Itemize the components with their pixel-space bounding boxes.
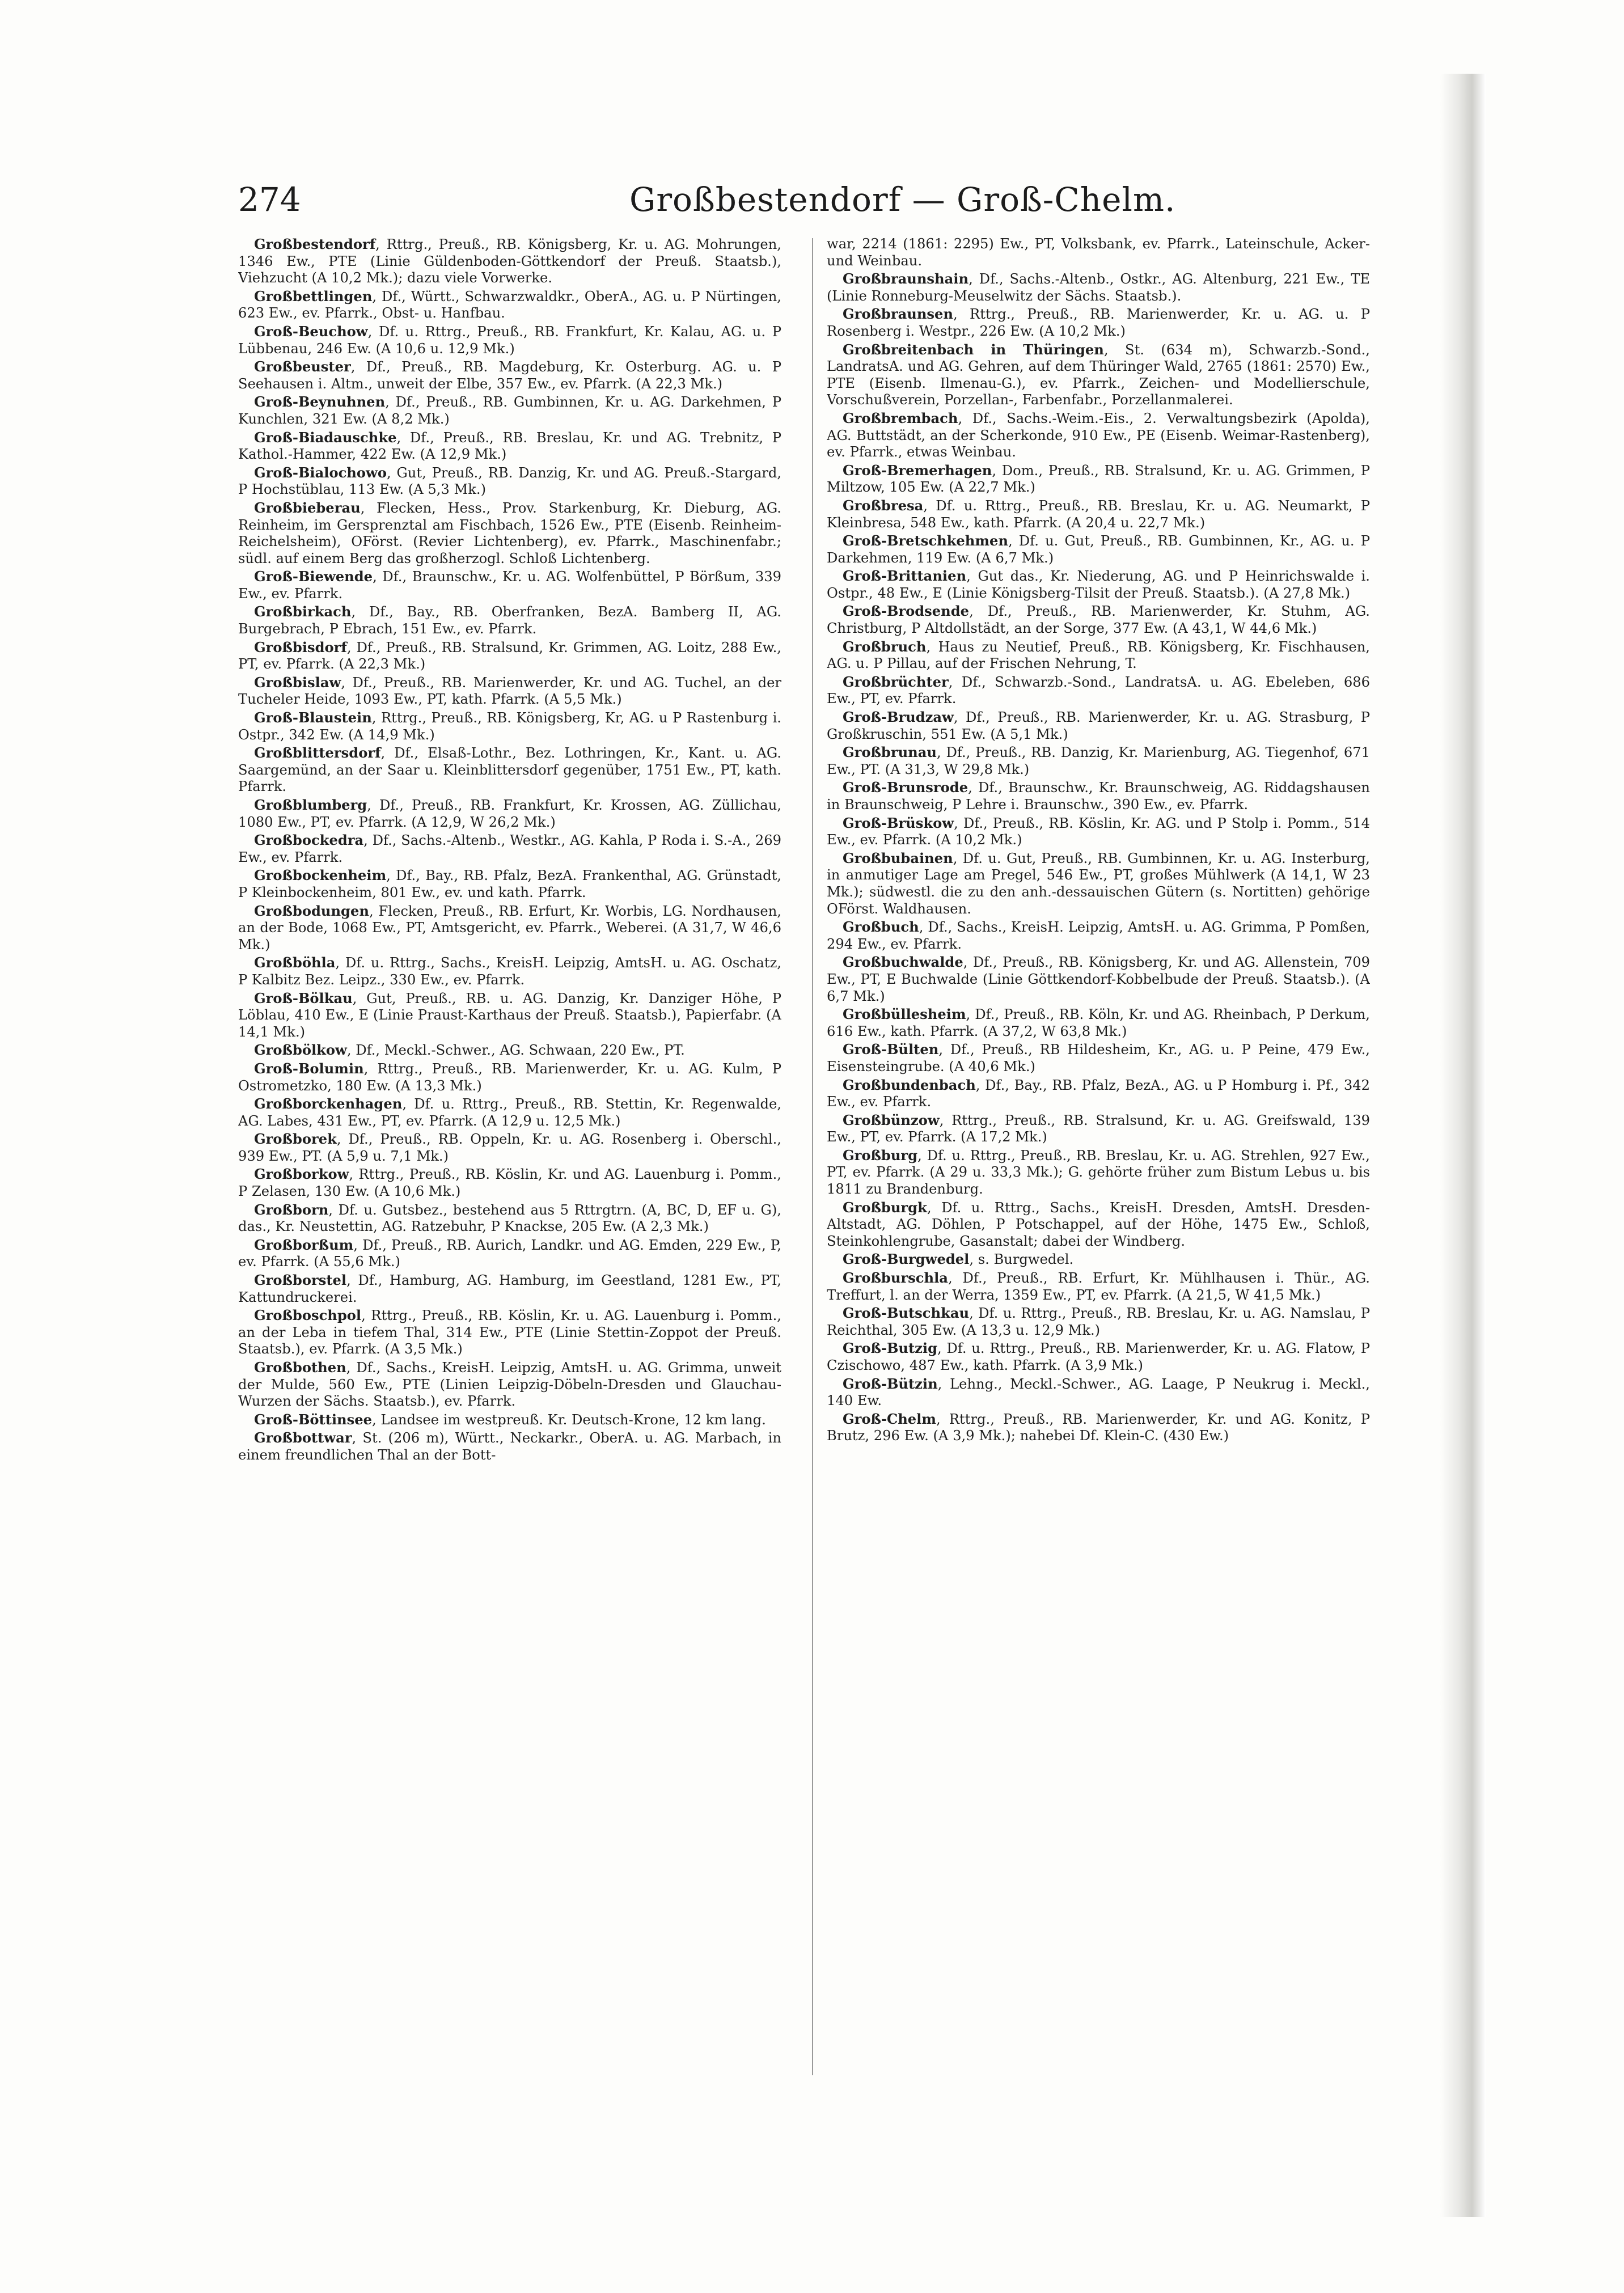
- entry-text: , Df., Sachs.-Altenb., Ostkr., AG. Altenburg, 221 Ew., TE (Linie Ronneburg-Meuselwitz der Sächs. Staatsb.).: [827, 271, 1370, 304]
- gazetteer-entry: [827, 1041, 1370, 1075]
- gazetteer-entry: [238, 323, 781, 357]
- gazetteer-entry: [238, 1411, 781, 1429]
- entry-text: , Df., Preuß., RB. Gumbinnen, Kr. u. AG. Darkehmen, P Kunchlen, 321 Ew. (A 8,2 Mk.): [238, 394, 781, 427]
- entry-headword: Großbieberau: [254, 499, 361, 516]
- entry-headword: Großborn: [254, 1201, 329, 1218]
- gazetteer-entry: [827, 919, 1370, 953]
- gazetteer-entry: [827, 568, 1370, 602]
- entry-headword: Großbruch: [843, 638, 927, 655]
- entry-headword: Groß-Butschkau: [843, 1305, 970, 1322]
- gazetteer-entry: [827, 270, 1370, 304]
- entry-headword: Großborkow: [254, 1166, 349, 1183]
- entry-headword: Großbestendorf: [254, 236, 376, 252]
- entry-headword: Groß-Brunsrode: [843, 779, 969, 796]
- entry-text: , Df. u. Rttrg., Preuß., RB. Breslau, Kr. u. AG. Namslau, P Reichthal, 305 Ew. (A 13,3 u. 12,9 Mk.): [827, 1305, 1370, 1338]
- entry-text: , Gut, Preuß., RB. Danzig, Kr. und AG. Preuß.-Stargard, P Hochstüblau, 113 Ew. (A 5,3 Mk.): [238, 464, 781, 498]
- gazetteer-entry: [827, 410, 1370, 461]
- entry-headword: Großblittersdorf: [254, 744, 381, 761]
- entry-text: , Gut, Preuß., RB. u. AG. Danzig, Kr. Danziger Höhe, P Löblau, 410 Ew., E (Linie Praust-Karthaus der Preuß. Staatsb.), Papierfabr. (A 14,1 Mk.): [238, 990, 781, 1040]
- entry-headword: Groß-Bölkau: [254, 989, 353, 1006]
- entry-headword: Groß-Bülten: [843, 1041, 939, 1058]
- entry-text: , Df. u. Rttrg., Sachs., KreisH. Dresden, AmtsH. Dresden-Altstadt, AG. Döhlen, P Potschappel, auf der Höhe, 1475 Ew., Schloß, Steinkohlengrube, Gasanstalt; dabei der Windberg.: [827, 1199, 1370, 1249]
- gazetteer-entry: [238, 288, 781, 322]
- gazetteer-entry: [827, 1251, 1370, 1268]
- entry-text: , Rttrg., Preuß., RB. Köslin, Kr. u. AG. Lauenburg i. Pomm., an der Leba in tiefem Thal, 314 Ew., PTE (Linie Stettin-Zoppot der Preuß. Staatsb.), ev. Pfarrk. (A 3,5 Mk.): [238, 1308, 781, 1357]
- gazetteer-entry: [827, 1199, 1370, 1250]
- gazetteer-entry: [827, 674, 1370, 708]
- entry-text: , Flecken, Hess., Prov. Starkenburg, Kr. Dieburg, AG. Reinheim, im Gersprenztal am Fischbach, 1526 Ew., PTE (Eisenb. Reinheim-Reichelsheim), OFörst. (Revier Lichtenberg), ev. Pfarrk., Maschinenfabr.; südl. auf einem Berg das großherzogl. Schloß Lichtenberg.: [238, 500, 781, 566]
- entry-headword: Großborßum: [254, 1236, 354, 1253]
- gazetteer-entry: [238, 394, 781, 428]
- gazetteer-entry: [827, 1270, 1370, 1304]
- gazetteer-entry: [238, 1202, 781, 1236]
- entry-text: , Df., Sachs.-Altenb., Westkr., AG. Kahla, P Roda i. S.-A., 269 Ew., ev. Pfarrk.: [238, 832, 781, 865]
- gazetteer-entry: [827, 1112, 1370, 1146]
- entry-text: , Df., Bay., RB. Pfalz, BezA. Frankenthal, AG. Grünstadt, P Kleinbockenheim, 801 Ew., ev. und kath. Pfarrk.: [238, 868, 781, 900]
- gazetteer-entry: [238, 797, 781, 831]
- entry-headword: Groß-Bützin: [843, 1375, 938, 1392]
- entry-headword: Großbresa: [843, 497, 924, 514]
- gazetteer-entry: [827, 462, 1370, 496]
- entry-text: , Df., Preuß., RB. Stralsund, Kr. Grimmen, AG. Loitz, 288 Ew., PT, ev. Pfarrk. (A 22,3 Mk.): [238, 639, 781, 672]
- entry-headword: Großbodungen: [254, 902, 369, 919]
- entry-text: , Df., Preuß., RB. Frankfurt, Kr. Krossen, AG. Züllichau, 1080 Ew., PT, ev. Pfarrk. (A 12,9, W 26,2 Mk.): [238, 797, 781, 830]
- entry-text: , Df., Hamburg, AG. Hamburg, im Geestland, 1281 Ew., PT, Kattundruckerei.: [238, 1272, 781, 1305]
- entry-headword: Groß-Biewende: [254, 568, 373, 585]
- gazetteer-entry: [238, 832, 781, 866]
- gazetteer-entry: [827, 954, 1370, 1005]
- gazetteer-entry: [238, 1042, 781, 1059]
- gazetteer-entry: [238, 464, 781, 498]
- entry-text: , Df., Preuß., RB. Oppeln, Kr. u. AG. Rosenberg i. Oberschl., 939 Ew., PT. (A 5,9 u. 7,1 Mk.): [238, 1131, 781, 1164]
- entry-text: , Rttrg., Preuß., RB. Königsberg, Kr, AG. u P Rastenburg i. Ostpr., 342 Ew. (A 14,9 Mk.): [238, 710, 781, 743]
- entry-headword: Großbundenbach: [843, 1076, 976, 1093]
- entry-text: , Df., Braunschw., Kr. Braunschweig, AG. Riddagshausen in Braunschweig, P Lehre i. Braunschw., 390 Ew., ev. Pfarrk.: [827, 780, 1370, 813]
- running-title: Großbestendorf — Groß-Chelm.: [629, 180, 1176, 219]
- page-edge-shadow: [1440, 74, 1486, 2217]
- page-header: [238, 180, 1384, 231]
- entry-headword: Großburschla: [843, 1270, 948, 1287]
- entry-text: , Df., Preuß., RB. Danzig, Kr. Marienburg, AG. Tiegenhof, 671 Ew., PT. (A 31,3, W 29,8 Mk.): [827, 744, 1370, 777]
- entry-headword: Groß-Brudzaw: [843, 709, 954, 726]
- entry-text: , Rttrg., Preuß., RB. Marienwerder, Kr. u. AG. u. P Rosenberg i. Westpr., 226 Ew. (A 10,2 Mk.): [827, 306, 1370, 339]
- entry-headword: Großbölkow: [254, 1042, 347, 1059]
- entry-headword: Groß-Beynuhnen: [254, 394, 386, 411]
- gazetteer-entry: [827, 603, 1370, 637]
- entry-headword: Großborstel: [254, 1272, 347, 1289]
- gazetteer-entry: [238, 236, 781, 287]
- entry-headword: Groß-Brodsende: [843, 603, 970, 620]
- entry-headword: Großbraunsen: [843, 306, 953, 323]
- entry-headword: Großbirkach: [254, 603, 352, 620]
- gazetteer-entry: [238, 429, 781, 463]
- entry-headword: Großbreitenbach in Thüringen: [843, 341, 1104, 358]
- entry-headword: Groß-Blaustein: [254, 709, 372, 726]
- entry-headword: Großbünzow: [843, 1111, 940, 1128]
- entry-headword: Großbettlingen: [254, 287, 373, 304]
- left-column: [238, 236, 781, 2079]
- entry-headword: Großbottwar: [254, 1429, 352, 1446]
- entry-text: , Df., Meckl.-Schwer., AG. Schwaan, 220 Ew., PT.: [346, 1042, 685, 1059]
- gazetteer-entry: [238, 1166, 781, 1200]
- gazetteer-entry: [827, 1376, 1370, 1410]
- entry-headword: Großbuchwalde: [843, 954, 963, 971]
- entry-text: , Lehng., Meckl.-Schwer., AG. Laage, P Neukrug i. Meckl., 140 Ew.: [827, 1376, 1370, 1409]
- entry-headword: Groß-Beuchow: [254, 323, 368, 340]
- entry-text: , Flecken, Preuß., RB. Erfurt, Kr. Worbis, LG. Nordhausen, an der Bode, 1068 Ew., PT, Amtsgericht, ev. Pfarrk., Weberei. (A 31,7, W 46,6 Mk.): [238, 903, 781, 953]
- gazetteer-entry: [827, 779, 1370, 813]
- gazetteer-entry: [827, 850, 1370, 917]
- gazetteer-entry: [827, 1305, 1370, 1339]
- entry-headword: Großbüllesheim: [843, 1006, 966, 1023]
- gazetteer-entry: [827, 1411, 1370, 1445]
- entry-text: , Df., Braunschw., Kr. u. AG. Wolfenbüttel, P Börßum, 339 Ew., ev. Pfarrk.: [238, 569, 781, 602]
- gazetteer-entry: [827, 236, 1370, 269]
- entry-text: , Df. u. Gut, Preuß., RB. Gumbinnen, Kr., AG. u. P Darkehmen, 119 Ew. (A 6,7 Mk.): [827, 533, 1370, 566]
- entry-headword: Großböhla: [254, 954, 336, 971]
- entry-text: , Df. u. Gut, Preuß., RB. Gumbinnen, Kr. u. AG. Insterburg, in anmutiger Lage am Pregel, 546 Ew., PT, großes Mühlwerk (A 14,1, W 23 Mk.); südwestl. die zu den anh.-dessauischen Gütern (s. Nortitten) gehörige OFörst. Waldhausen.: [827, 850, 1370, 917]
- entry-text: , Dom., Preuß., RB. Stralsund, Kr. u. AG. Grimmen, P Miltzow, 105 Ew. (A 22,7 Mk.): [827, 462, 1370, 496]
- entry-headword: Großbrembach: [843, 409, 958, 426]
- gazetteer-entry: [238, 1060, 781, 1094]
- gazetteer-entry: [827, 1340, 1370, 1374]
- entry-headword: Groß-Biadauschke: [254, 429, 397, 446]
- entry-text: , Rttrg., Preuß., RB. Köslin, Kr. und AG. Lauenburg i. Pomm., P Zelasen, 130 Ew. (A 10,6 Mk.): [238, 1166, 781, 1200]
- entry-text: , Rttrg., Preuß., RB. Marienwerder, Kr. u. AG. Kulm, P Ostrometzko, 180 Ew. (A 13,3 Mk.): [238, 1060, 781, 1094]
- gazetteer-entry: [238, 1272, 781, 1306]
- gazetteer-entry: [238, 1237, 781, 1271]
- entry-text: , Df., Preuß., RB. Köln, Kr. und AG. Rheinbach, P Derkum, 616 Ew., kath. Pfarrk. (A 37,2, W 63,8 Mk.): [827, 1006, 1370, 1039]
- entry-headword: Großburgk: [843, 1199, 927, 1216]
- gazetteer-entry: [827, 532, 1370, 566]
- gazetteer-entry: [827, 1006, 1370, 1040]
- entry-text: , Rttrg., Preuß., RB. Königsberg, Kr. u. AG. Mohrungen, 1346 Ew., PTE (Linie Güldenboden-Göttkendorf der Preuß. Staatsb.), Viehzucht (A 10,2 Mk.); dazu viele Vorwerke.: [238, 236, 781, 286]
- entry-text: , Df., Preuß., RB. Marienwerder, Kr. Stuhm, AG. Christburg, P Altdollstädt, an der Sorge, 377 Ew. (A 43,1, W 44,6 Mk.): [827, 603, 1370, 637]
- entry-text: , Df. u. Rttrg., Preuß., RB. Marienwerder, Kr. u. AG. Flatow, P Czischowo, 487 Ew., kath. Pfarrk. (A 3,9 Mk.): [827, 1340, 1370, 1373]
- entry-headword: Großbubainen: [843, 849, 953, 866]
- entry-text: , St. (206 m), Württ., Neckarkr., OberA. u. AG. Marbach, in einem freundlichen Thal an der Bott-: [238, 1430, 781, 1463]
- entry-text: , Df., Preuß., RB. Erfurt, Kr. Mühlhausen i. Thür., AG. Treffurt, l. an der Werra, 1359 Ew., PT, ev. Pfarrk. (A 21,5, W 41,5 Mk.): [827, 1270, 1370, 1303]
- entry-text: , Landsee im westpreuß. Kr. Deutsch-Krone, 12 km lang.: [372, 1411, 766, 1428]
- entry-headword: Großbrunau: [843, 744, 937, 761]
- gazetteer-entry: [238, 358, 781, 392]
- entry-text: , Df., Württ., Schwarzwaldkr., OberA., AG. u. P Nürtingen, 623 Ew., ev. Pfarrk., Obst- u. Hanfbau.: [238, 288, 781, 321]
- gazetteer-entry: [827, 1077, 1370, 1111]
- entry-text: , Df. u. Rttrg., Preuß., RB. Stettin, Kr. Regenwalde, AG. Labes, 431 Ew., PT, ev. Pfarrk. (A 12,9 u. 12,5 Mk.): [238, 1096, 781, 1129]
- entry-text: , Df., Elsaß-Lothr., Bez. Lothringen, Kr., Kant. u. AG. Saargemünd, an der Saar u. Kleinblittersdorf gegenüber, 1751 Ew., PT, kath. Pfarrk.: [238, 745, 781, 795]
- entry-headword: Großboschpol: [254, 1307, 362, 1324]
- gazetteer-entry: [238, 568, 781, 602]
- entry-text: , Rttrg., Preuß., RB. Stralsund, Kr. u. AG. Greifswald, 139 Ew., PT, ev. Pfarrk. (A 17,2 Mk.): [827, 1112, 1370, 1145]
- entry-headword: Großburg: [843, 1146, 918, 1164]
- entry-headword: Groß-Böttinsee: [254, 1411, 373, 1428]
- entry-text: , Df., Preuß., RB Hildesheim, Kr., AG. u. P Peine, 479 Ew., Eisensteingrube. (A 40,6 Mk.): [827, 1042, 1370, 1074]
- entry-text: , Haus zu Neutief, Preuß., RB. Königsberg, Kr. Fischhausen, AG. u. P Pillau, auf der Frischen Nehrung, T.: [827, 638, 1370, 672]
- entry-headword: Groß-Brittanien: [843, 568, 967, 585]
- entry-headword: Groß-Bialochowo: [254, 464, 387, 481]
- gazetteer-entry: [238, 603, 781, 637]
- gazetteer-entry: [238, 1131, 781, 1165]
- gazetteer-entry: [238, 709, 781, 743]
- right-column: [827, 236, 1370, 2079]
- entry-headword: Großbislaw: [254, 674, 341, 691]
- entry-headword: Groß-Chelm: [843, 1410, 936, 1427]
- gazetteer-entry: [827, 709, 1370, 743]
- entry-headword: Großbraunshain: [843, 270, 969, 287]
- gazetteer-entry: [238, 639, 781, 673]
- entry-text: , Df., Preuß., RB. Magdeburg, Kr. Osterburg. AG. u. P Seehausen i. Altm., unweit der Elbe, 357 Ew., ev. Pfarrk. (A 22,3 Mk.): [238, 359, 781, 392]
- entry-text: , Df., Preuß., RB. Marienwerder, Kr. u. AG. Strasburg, P Großkruschin, 551 Ew. (A 5,1 Mk.): [827, 709, 1370, 742]
- entry-text: , Df., Preuß., RB. Breslau, Kr. und AG. Trebnitz, P Kathol.-Hammer, 422 Ew. (A 12,9 Mk.): [238, 429, 781, 463]
- entry-headword: Großbeuster: [254, 358, 351, 375]
- entry-text: , Df. u. Gutsbez., bestehend aus 5 Rttrgtrn. (A, BC, D, EF u. G), das., Kr. Neustettin, AG. Ratzebuhr, P Knackse, 205 Ew. (A 2,3 Mk.): [238, 1202, 781, 1235]
- entry-text: , Df. u. Rttrg., Preuß., RB. Breslau, Kr. u. AG. Strehlen, 927 Ew., PT, ev. Pfarrk. (A 29 u. 33,3 Mk.); G. gehörte früher zum Bistum Lebus u. bis 1811 zu Brandenburg.: [827, 1147, 1370, 1198]
- column-divider: [812, 238, 813, 2075]
- entry-text: , Df., Sachs.-Weim.-Eis., 2. Verwaltungsbezirk (Apolda), AG. Buttstädt, an der Scherkonde, 910 Ew., PE (Eisenb. Weimar-Rastenberg), ev. Pfarrk., etwas Weinbau.: [827, 410, 1370, 460]
- gazetteer-entry: [238, 674, 781, 708]
- entry-text: , Df. u. Rttrg., Sachs., KreisH. Leipzig, AmtsH. u. AG. Oschatz, P Kalbitz Bez. Leipz., 330 Ew., ev. Pfarrk.: [238, 955, 781, 988]
- gazetteer-entry: [238, 954, 781, 988]
- entry-text: , Df., Bay., RB. Pfalz, BezA., AG. u P Homburg i. Pf., 342 Ew., ev. Pfarrk.: [827, 1077, 1370, 1110]
- entry-text: , Df. u. Rttrg., Preuß., RB. Breslau, Kr. u. AG. Neumarkt, P Kleinbresa, 548 Ew., kath. Pfarrk. (A 20,4 u. 22,7 Mk.): [827, 497, 1370, 531]
- entry-text: , Df., Preuß., RB. Königsberg, Kr. und AG. Allenstein, 709 Ew., PT, E Buchwalde (Linie Göttkendorf-Kobbelbude der Preuß. Staatsb.). (A 6,7 Mk.): [827, 954, 1370, 1004]
- entry-headword: Großbuch: [843, 919, 919, 936]
- gazetteer-entry: [827, 744, 1370, 778]
- entry-text: , Gut das., Kr. Niederung, AG. und P Heinrichswalde i. Ostpr., 48 Ew., E (Linie Königsberg-Tilsit der Preuß. Staatsb.). (A 27,8 Mk.): [827, 568, 1370, 601]
- entry-headword: Großbisdorf: [254, 638, 347, 655]
- gazetteer-entry: [238, 744, 781, 796]
- entry-headword: Großborckenhagen: [254, 1095, 403, 1112]
- entry-headword: Groß-Bolumin: [254, 1060, 364, 1077]
- entry-text: , s. Burgwedel.: [969, 1251, 1074, 1268]
- entry-headword: Groß-Burgwedel: [843, 1251, 970, 1268]
- entry-text: , St. (634 m), Schwarzb.-Sond., LandratsA. und AG. Gehren, auf dem Thüringer Wald, 2765 (1861: 2570) Ew., PTE (Eisenb. Ilmenau-G.), ev. Pfarrk., Zeichen- und Modellierschule, Vorschußverein, Porzellan-, Farbenfabr., Porzellanmalerei.: [827, 341, 1370, 408]
- gazetteer-entry: [827, 638, 1370, 672]
- gazetteer-entry: [827, 815, 1370, 849]
- entry-text: , Df., Preuß., RB. Marienwerder, Kr. und AG. Tuchel, an der Tucheler Heide, 1093 Ew., PT, kath. Pfarrk. (A 5,5 Mk.): [238, 674, 781, 708]
- gazetteer-entry: [238, 903, 781, 954]
- entry-text: , Df., Sachs., KreisH. Leipzig, AmtsH. u. AG. Grimma, unweit der Mulde, 560 Ew., PTE (Linien Leipzig-Döbeln-Dresden und Glauchau-Wurzen der Sächs. Staatsb.), ev. Pfarrk.: [238, 1360, 781, 1410]
- entry-headword: Groß-Butzig: [843, 1340, 937, 1357]
- gazetteer-entry: [827, 497, 1370, 531]
- gazetteer-entry: [827, 341, 1370, 409]
- gazetteer-entry: [827, 1147, 1370, 1198]
- entry-headword: Großblumberg: [254, 797, 367, 813]
- entry-text: , Df., Sachs., KreisH. Leipzig, AmtsH. u. AG. Grimma, P Pomßen, 294 Ew., ev. Pfarrk.: [827, 919, 1370, 952]
- gazetteer-entry: [238, 500, 781, 567]
- entry-text: war, 2214 (1861: 2295) Ew., PT, Volksbank, ev. Pfarrk., Lateinschule, Acker- und Weinbau.: [827, 236, 1370, 269]
- entry-headword: Großbockenheim: [254, 867, 387, 884]
- gazetteer-entry: [827, 306, 1370, 340]
- entry-headword: Großbrüchter: [843, 673, 949, 690]
- gazetteer-entry: [238, 1429, 781, 1463]
- entry-text: , Rttrg., Preuß., RB. Marienwerder, Kr. und AG. Konitz, P Brutz, 296 Ew. (A 3,9 Mk.); nahebei Df. Klein-C. (430 Ew.): [827, 1411, 1370, 1444]
- entry-headword: Groß-Brüskow: [843, 814, 954, 831]
- entry-text: , Df. u. Rttrg., Preuß., RB. Frankfurt, Kr. Kalau, AG. u. P Lübbenau, 246 Ew. (A 10,6 u. 12,9 Mk.): [238, 323, 781, 357]
- entry-headword: Groß-Bretschkehmen: [843, 532, 1008, 549]
- entry-headword: Großbothen: [254, 1359, 346, 1376]
- gazetteer-entry: [238, 1307, 781, 1358]
- entry-text: , Df., Preuß., RB. Köslin, Kr. AG. und P Stolp i. Pomm., 514 Ew., ev. Pfarrk. (A 10,2 Mk.): [827, 815, 1370, 848]
- entry-text: , Df., Preuß., RB. Aurich, Landkr. und AG. Emden, 229 Ew., P, ev. Pfarrk. (A 55,6 Mk.): [238, 1237, 781, 1270]
- gazetteer-entry: [238, 990, 781, 1041]
- entry-text: , Df., Bay., RB. Oberfranken, BezA. Bamberg II, AG. Burgebrach, P Ebrach, 151 Ew., ev. Pfarrk.: [238, 604, 781, 637]
- entry-headword: Groß-Bremerhagen: [843, 462, 992, 479]
- gazetteer-entry: [238, 1359, 781, 1410]
- entry-text: , Df., Schwarzb.-Sond., LandratsA. u. AG. Ebeleben, 686 Ew., PT, ev. Pfarrk.: [827, 674, 1370, 707]
- gazetteer-entry: [238, 867, 781, 901]
- gazetteer-entry: [238, 1095, 781, 1129]
- page-number: 274: [238, 180, 301, 219]
- entry-headword: Großbockedra: [254, 832, 364, 849]
- entry-headword: Großborek: [254, 1131, 337, 1148]
